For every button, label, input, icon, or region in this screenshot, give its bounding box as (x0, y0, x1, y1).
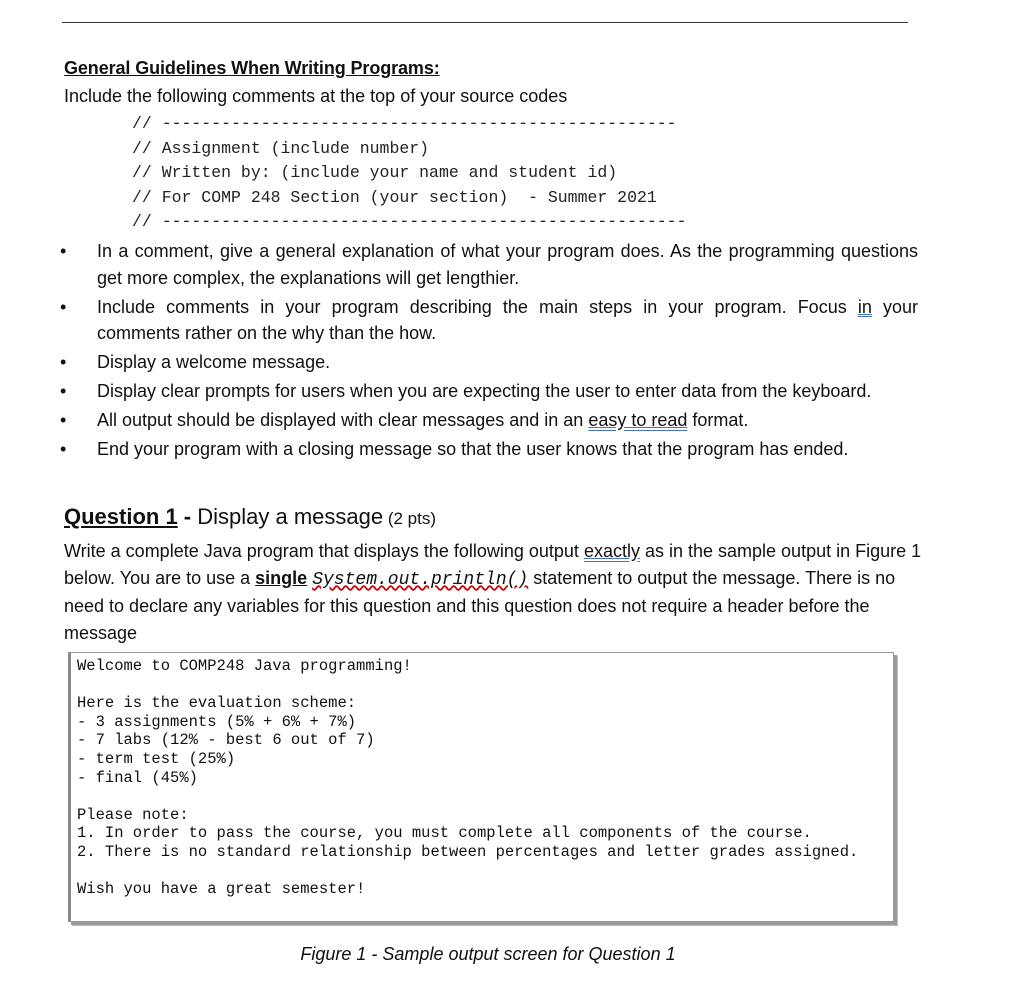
list-item (58, 378, 918, 405)
list-item (58, 294, 918, 347)
bullet-icon: • (60, 241, 67, 261)
question-text: statement to output the message. There is no need to declare any variables for this question and this question does not require a header before the message (64, 567, 896, 643)
output-line: Please note: (77, 805, 189, 824)
spellcheck-underlined-phrase: easy to read (588, 410, 688, 430)
output-line: 2. There is no standard relationship between percentages and letter grades assigned. (77, 842, 859, 861)
list-item-text: your comments rather on the why than the how. (97, 296, 918, 343)
question-title (64, 504, 436, 530)
list-item (58, 407, 918, 434)
code-line: // Written by: (include your name and student id) (132, 163, 618, 182)
list-item-text: In a comment, give a general explanation of what your program does. As the programming questions get more complex, the explanations will get lengthier. (97, 241, 918, 288)
question-text: Write a complete Java program that displays the following output (64, 541, 584, 561)
list-item-text: Display a welcome message. (97, 352, 331, 372)
list-item-text: All output should be displayed with clear messages and in an (97, 410, 589, 430)
question-number: Question 1 (64, 504, 178, 529)
figure-caption: Figure 1 - Sample output screen for Question 1 (300, 944, 676, 964)
list-item (58, 238, 918, 291)
guidelines-heading: General Guidelines When Writing Programs: (64, 58, 440, 78)
code-line: // ---------------------------------------------------- (132, 114, 677, 133)
guidelines-intro: Include the following comments at the top of your source codes (64, 86, 568, 106)
output-line (77, 787, 858, 806)
sample-output-text (77, 657, 858, 899)
output-line: Wish you have a great semester! (77, 880, 366, 899)
guidelines-list (58, 238, 918, 465)
list-item (58, 436, 918, 463)
output-line: - 3 assignments (5% + 6% + 7%) (77, 712, 357, 731)
bullet-icon: • (60, 296, 67, 317)
output-line (77, 676, 858, 695)
code-line: // ----------------------------------------------------- (132, 212, 687, 231)
output-line: - final (45%) (77, 768, 198, 787)
list-item-text: Display clear prompts for users when you are expecting the user to enter data from the keyboard. (97, 381, 872, 401)
sample-output-screen (68, 652, 894, 922)
output-line: Here is the evaluation scheme: (77, 694, 357, 713)
bullet-icon: • (60, 410, 67, 430)
question-text: as in the sample output in Figure 1 below. You are to use a (64, 541, 922, 588)
code-inline: System.out.println() (312, 569, 529, 590)
output-line: 1. In order to pass the course, you must complete all components of the course. (77, 824, 812, 843)
spellcheck-underlined-word: in (857, 296, 872, 317)
spellcheck-underlined-word: exactly (583, 541, 640, 561)
top-rule (62, 22, 908, 23)
list-item-text: Include comments in your program describing the main steps in your program. Focus (97, 296, 858, 317)
code-line: // For COMP 248 Section (your section) - Summer 2021 (132, 187, 657, 207)
question-points: (2 pts) (383, 509, 437, 528)
output-line (77, 862, 858, 881)
emphasis-single: single (255, 567, 308, 588)
output-line: Welcome to COMP248 Java programming! (77, 657, 412, 675)
bullet-icon: • (60, 352, 67, 372)
list-item-text: End your program with a closing message so that the user knows that the program has ended. (97, 439, 849, 459)
output-line: - 7 labs (12% - best 6 out of 7) (77, 731, 375, 750)
list-item-text: format. (687, 410, 749, 430)
question-name: Display a message (197, 504, 384, 529)
code-line: // Assignment (include number) (132, 138, 430, 158)
question-separator: - (177, 504, 198, 529)
list-item (58, 349, 918, 376)
bullet-icon: • (60, 381, 67, 401)
bullet-icon: • (60, 439, 67, 459)
output-line: - term test (25%) (77, 749, 236, 768)
question-body (64, 538, 924, 646)
header-comment-template (132, 112, 687, 235)
